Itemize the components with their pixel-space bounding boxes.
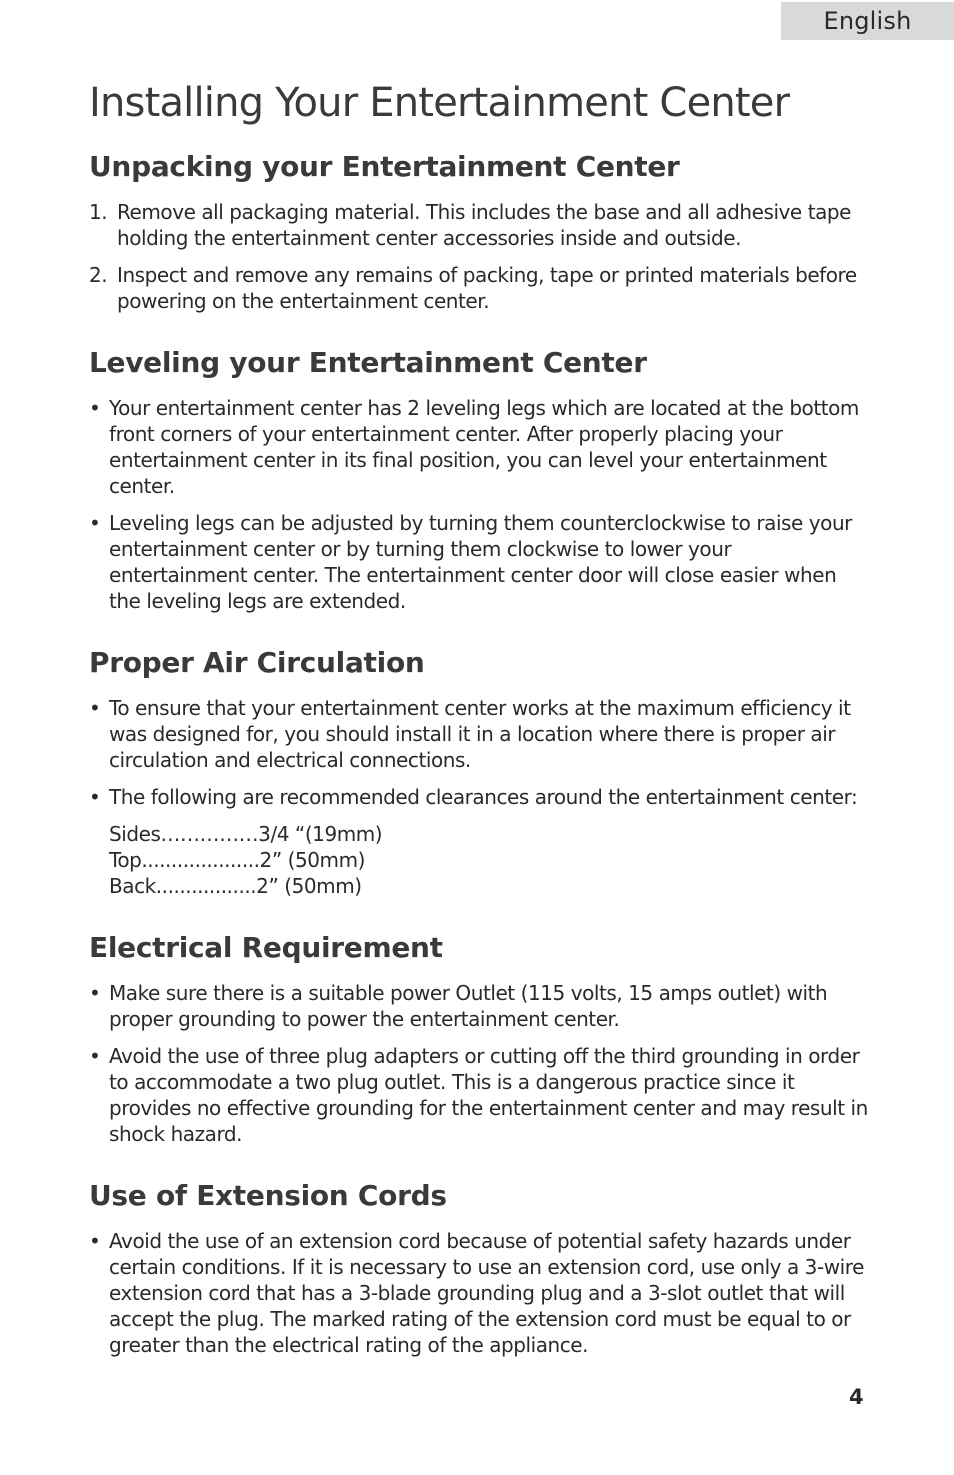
section-heading: Leveling your Entertainment Center — [89, 346, 647, 379]
section-heading: Unpacking your Entertainment Center — [89, 150, 680, 183]
section-unpacking — [89, 148, 869, 314]
section-air-circulation — [89, 644, 869, 899]
list-item — [89, 1228, 869, 1358]
bullet-list — [89, 695, 869, 810]
page-number: 4 — [849, 1385, 864, 1409]
list-item-text: Avoid the use of three plug adapters or cutting off the third grounding in order to accommodate a two plug outlet. This is a dangerous practice since it provides no effective grounding for the entertainment center and may result in shock hazard. — [109, 1044, 868, 1146]
clearance-back: Back.................2” (50mm) — [109, 874, 362, 898]
clearance-list — [109, 821, 869, 899]
bullet-marker: • — [89, 981, 101, 1005]
list-item — [89, 784, 869, 810]
list-item — [89, 695, 869, 773]
page-title: Installing Your Entertainment Center — [89, 80, 790, 126]
list-item — [89, 980, 869, 1032]
list-item-text: Remove all packaging material. This includes the base and all adhesive tape holding the entertainment center accessories inside and outside. — [117, 200, 851, 250]
bullet-marker: • — [89, 511, 101, 535]
list-marker: 1. — [89, 200, 108, 224]
list-item — [89, 262, 869, 314]
section-heading: Electrical Requirement — [89, 931, 443, 964]
bullet-list — [89, 1228, 869, 1358]
section-heading: Proper Air Circulation — [89, 646, 425, 679]
list-item-text: Make sure there is a suitable power Outlet (115 volts, 15 amps outlet) with proper grounding to power the entertainment center. — [109, 981, 828, 1031]
bullet-list — [89, 980, 869, 1147]
bullet-marker: • — [89, 1044, 101, 1068]
list-item — [89, 199, 869, 251]
section-extension-cords — [89, 1177, 869, 1358]
document-body — [89, 148, 869, 1388]
bullet-marker: • — [89, 696, 101, 720]
list-item-text: The following are recommended clearances around the entertainment center: — [109, 785, 858, 809]
bullet-marker: • — [89, 785, 101, 809]
section-leveling — [89, 344, 869, 614]
list-item — [89, 510, 869, 614]
bullet-marker: • — [89, 1229, 101, 1253]
list-item-text: To ensure that your entertainment center works at the maximum efficiency it was designed for, you should install it in a location where there is proper air circulation and electrical connections. — [109, 696, 851, 772]
list-marker: 2. — [89, 263, 108, 287]
language-tab: English — [781, 2, 954, 40]
list-item-text: Avoid the use of an extension cord because of potential safety hazards under certain conditions. If it is necessary to use an extension cord, use only a 3-wire extension cord that has a 3-blade grounding plug and a 3-slot outlet that will accept the plug. The marked rating of the extension cord must be equal to or greater than the electrical rating of the appliance. — [109, 1229, 864, 1357]
clearance-top: Top....................2” (50mm) — [109, 848, 365, 872]
list-item-text: Your entertainment center has 2 leveling legs which are located at the bottom front corners of your entertainment center. After properly placing your entertainment center in its final position, you can level your entertainment center. — [109, 396, 859, 498]
numbered-list — [89, 199, 869, 314]
list-item — [89, 1043, 869, 1147]
list-item — [89, 395, 869, 499]
clearance-sides: Sides……………3/4 “(19mm) — [109, 822, 383, 846]
bullet-marker: • — [89, 396, 101, 420]
bullet-list — [89, 395, 869, 614]
list-item-text: Leveling legs can be adjusted by turning them counterclockwise to raise your entertainment center or by turning them clockwise to lower your entertainment center. The entertainment center door will close easier when the leveling legs are extended. — [109, 511, 852, 613]
section-electrical — [89, 929, 869, 1147]
list-item-text: Inspect and remove any remains of packing, tape or printed materials before powering on the entertainment center. — [117, 263, 857, 313]
section-heading: Use of Extension Cords — [89, 1179, 447, 1212]
